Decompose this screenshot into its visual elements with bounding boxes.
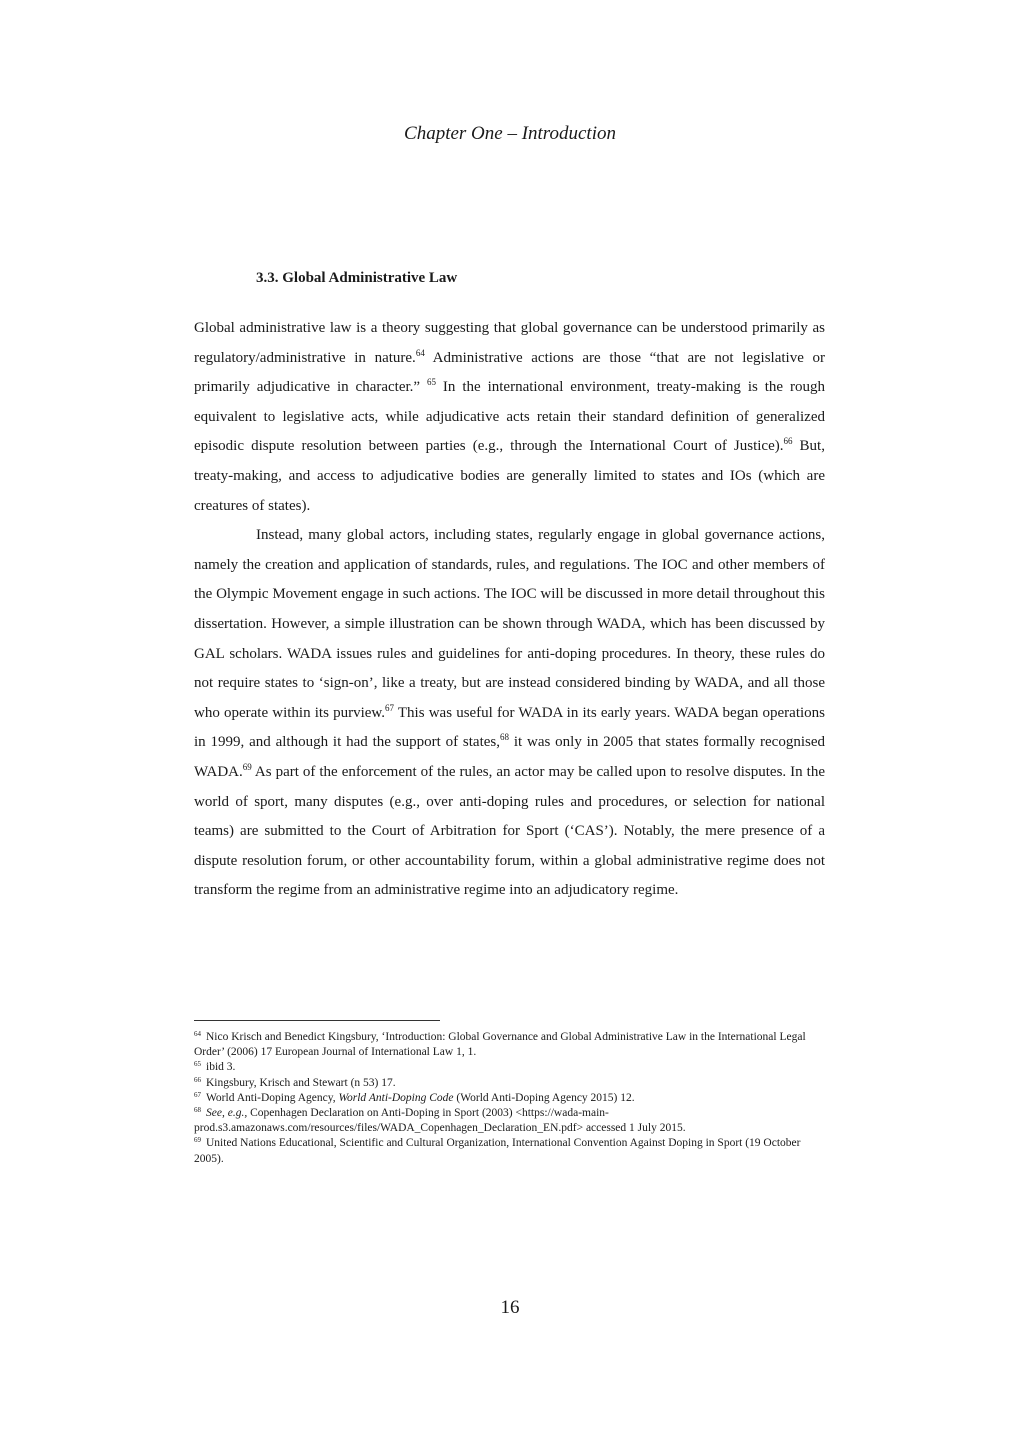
footnote-text: (World Anti-Doping Agency 2015) 12. [453,1091,635,1104]
footnote-68 [194,1106,825,1136]
footnote-title: World Anti-Doping Code [338,1091,454,1104]
footnote-ref-65[interactable]: 65 [427,377,436,388]
text-run: it was only in 2005 that states formally recognised WADA. [194,734,825,780]
footnote-text: Nico Krisch and Benedict Kingsbury, ‘Introduction: Global Governance and Global Administrative Law in the International Legal Order’ (2006) 17 European Journal of International Law 1, 1. [194,1031,806,1059]
footnote-signal: See, e.g., [206,1107,248,1120]
footnote-ref-64[interactable]: 64 [415,347,425,358]
text-run: This was useful for WADA in its early years. WADA began operations in 1999, and although it had the support of states, [194,704,825,751]
footnote-separator [194,1020,440,1021]
footnote-number: 65 [194,1060,201,1069]
footnote-number: 68 [194,1106,201,1115]
footnote-text: ibid 3. [206,1061,236,1074]
text-run: Instead, many global actors, including states, regularly engage in global governance actions, namely the creation and application of standards, rules, and regulations. The IOC and other members of the Olympic Movement engage in such actions. The IOC will be discussed in more detail throughout this dissertation. However, a simple illustration can be shown through WADA, which has been discussed by GAL scholars. WADA issues rules and guidelines for anti-doping procedures. In theory, these rules do not require states to ‘sign-on’, like a treaty, but are instead considered binding by WADA, and all those who operate within its purview. [194,527,825,721]
body-text [194,314,825,906]
footnote-ref-68[interactable]: 68 [500,732,509,743]
paragraph-1 [194,314,825,521]
footnote-ref-66[interactable]: 66 [783,436,793,447]
footnote-66 [194,1076,825,1091]
running-head: Chapter One – Introduction [404,123,616,144]
text-run: Global administrative law is a theory suggesting that global governance can be understood primarily as regulatory/administrative in nature. [194,320,825,366]
footnote-number: 64 [194,1030,201,1038]
text-run: But, treaty-making, and access to adjudicative bodies are generally limited to states and IOs (which are creatures of states). [194,438,825,514]
footnote-text: United Nations Educational, Scientific and Cultural Organization, International Convention Against Doping in Sport (19 October 2005). [194,1137,801,1165]
footnote-number: 69 [194,1136,201,1145]
footnote-69 [194,1136,825,1166]
paragraph-2 [194,521,825,906]
footnote-ref-69[interactable]: 69 [242,761,252,772]
footnote-text: World Anti-Doping Agency, [206,1091,339,1104]
footnote-ref-67[interactable]: 67 [385,702,395,713]
footnotes [194,1030,825,1167]
footnote-67 [194,1091,825,1106]
footnote-number: 67 [194,1090,201,1099]
footnote-text: Kingsbury, Krisch and Stewart (n 53) 17. [206,1076,396,1089]
page-number: 16 [500,1297,520,1318]
footnote-text: Copenhagen Declaration on Anti-Doping in Sport (2003) <https://wada-main-prod.s3.amazonaws.com/resources/files/WADA_Copenhagen_Declaration_EN.pdf> accessed 1 July 2015. [194,1107,686,1135]
footnote-64 [194,1030,825,1060]
text-run: As part of the enforcement of the rules, an actor may be called upon to resolve disputes. In the world of sport, many disputes (e.g., over anti-doping rules and procedures, or selection for national teams) are submitted to the Court of Arbitration for Sport (‘CAS’). Notably, the mere presence of a dispute resolution forum, or other accountability forum, within a global administrative regime does not transform the regime from an administrative regime into an adjudicatory regime. [194,763,825,899]
text-run: Administrative actions are those “that are not legislative or primarily adjudicative in character.” [194,349,826,396]
footnote-number: 66 [194,1075,201,1084]
text-run: In the international environment, treaty-making is the rough equivalent to legislative acts, while adjudicative acts retain their standard definition of generalized episodic dispute resolution between parties (e.g., through the International Court of Justice). [194,379,826,455]
section-heading: 3.3. Global Administrative Law [256,270,458,286]
footnote-65 [194,1060,825,1075]
